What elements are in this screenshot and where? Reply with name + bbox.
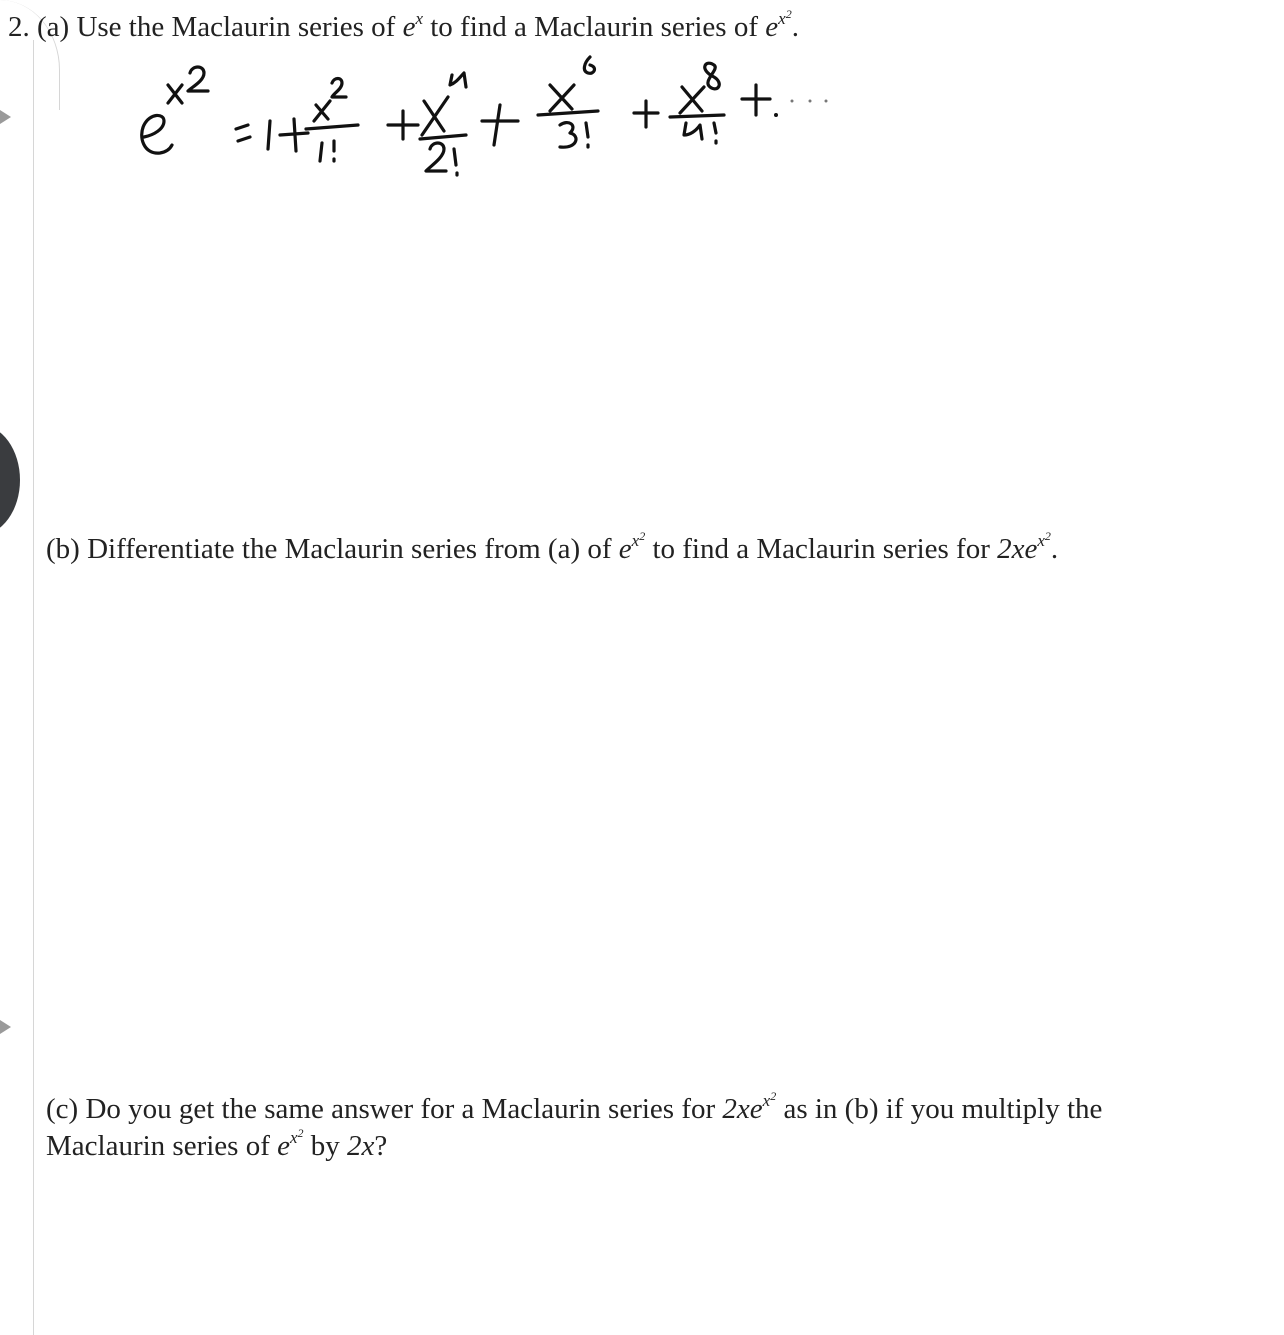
- question-b-text: Differentiate the Maclaurin series from (a) of: [87, 533, 612, 565]
- math-e-x: $e^x$: [402, 9, 423, 43]
- hw-bar2: [420, 135, 466, 139]
- hw-equals: [236, 125, 250, 141]
- expand-arrow-icon[interactable]: [0, 1020, 11, 1034]
- hw-x8: [680, 87, 704, 113]
- question-a-text: Use the Maclaurin series of: [76, 11, 396, 43]
- hw-4exp: [450, 73, 466, 87]
- hw-x2-exp: [332, 79, 346, 98]
- hw-bar1: [306, 125, 358, 129]
- question-c-text-by: by: [310, 1130, 340, 1162]
- hw-3fact: [560, 123, 588, 148]
- hw-1fact: [320, 141, 334, 161]
- hw-plus: [280, 119, 308, 151]
- math-e-x-squared: $e^{x^2}$: [618, 529, 646, 565]
- math-e-x-squared: $e^{x^2}$: [765, 7, 792, 43]
- margin-line: [33, 40, 34, 1335]
- hw-bar3: [538, 111, 598, 115]
- question-b: (b) Differentiate the Maclaurin series from (a) of $e^{x^2}$ to find a Maclaurin series for $2xe^{x^2}$.: [46, 529, 1059, 565]
- hw-one: [268, 121, 270, 149]
- expand-arrow-icon[interactable]: [0, 110, 11, 124]
- hw-x2-num: [314, 101, 330, 121]
- hw-plus5: [742, 85, 770, 115]
- question-c-label: (c): [46, 1093, 79, 1125]
- handwritten-answer: [120, 45, 1120, 195]
- hw-x6: [550, 85, 574, 111]
- hw-x4: [422, 97, 448, 135]
- question-number: 2.: [8, 11, 30, 43]
- hw-6exp: [584, 57, 594, 73]
- hw-4fact: [684, 123, 716, 143]
- question-c: (c) Do you get the same answer for a Maclaurin series for $2xe^{x^2}$ as in (b) if you multiply the Maclaurin series of $e^{x^2}$ by 2x?: [46, 1089, 1103, 1162]
- hw-plus2: [388, 111, 418, 139]
- question-a: 2. (a) Use the Maclaurin series of $e^x$ to find a Maclaurin series of $e^{x^2}$.: [8, 7, 799, 43]
- hw-plus4: [634, 101, 658, 127]
- question-a-text-middle: to find a Maclaurin series of: [430, 11, 759, 43]
- math-2x: 2x: [347, 1130, 375, 1162]
- hw-2: [188, 67, 208, 91]
- question-a-label: (a): [37, 11, 70, 43]
- floating-tab-handle[interactable]: [0, 425, 20, 535]
- hw-2fact: [426, 143, 457, 175]
- math-2x-e-x-squared: $2xe^{x^2}$: [722, 1089, 777, 1125]
- hw-x: [168, 85, 182, 103]
- hw-e: [142, 115, 172, 153]
- question-b-text-after: to find a Maclaurin series for: [652, 533, 990, 565]
- question-b-label: (b): [46, 533, 80, 565]
- hw-bar4: [670, 115, 724, 117]
- question-c-text-middle: as in (b) if you multiply the Maclaurin series of: [46, 1093, 1103, 1162]
- hw-8exp: [705, 63, 719, 89]
- math-e-x-squared: $e^{x^2}$: [277, 1126, 304, 1162]
- hw-plus3: [482, 105, 518, 145]
- question-c-text: Do you get the same answer for a Maclaurin series for: [85, 1093, 716, 1125]
- math-2x-e-x-squared: $2xe^{x^2}$: [997, 529, 1051, 565]
